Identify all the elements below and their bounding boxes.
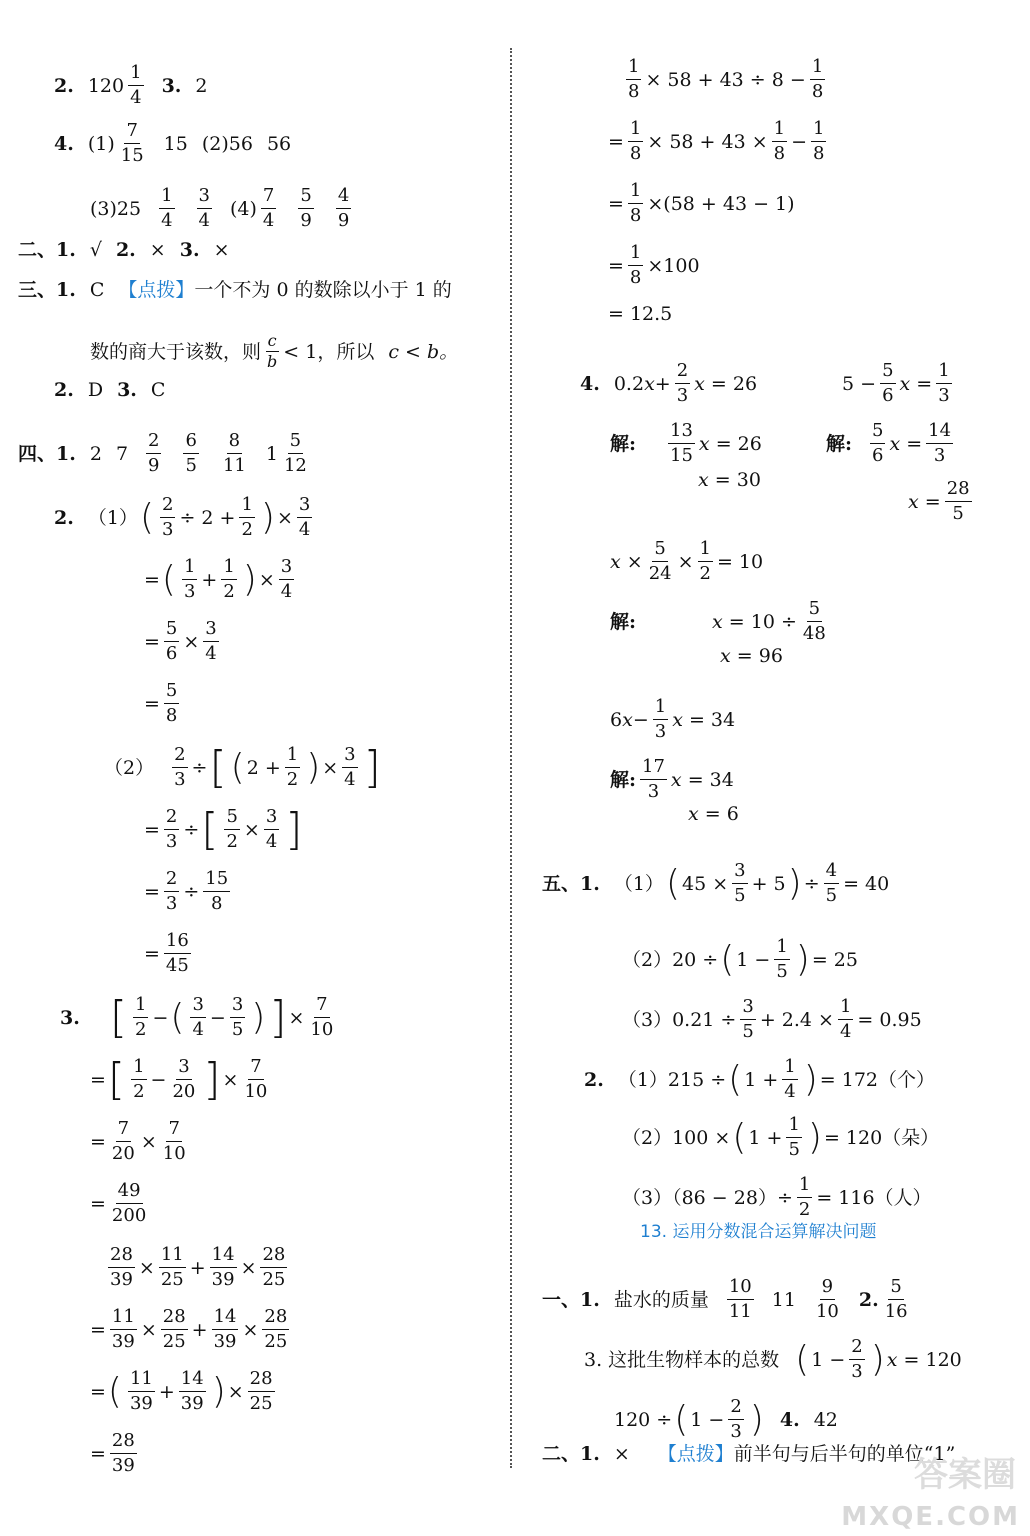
fraction: $\frac{6}{5}$	[185, 430, 197, 476]
fraction: $\frac{1}{4}$	[161, 185, 173, 231]
fraction: $\frac{1}{2}$	[133, 1056, 145, 1102]
item-number: 4.	[580, 372, 600, 395]
expression: × 58 + 43 ×	[647, 130, 768, 153]
expression: （2）20 ÷	[622, 948, 719, 971]
q2-part2-step3	[144, 930, 195, 977]
fraction: $\frac{1}{4}$	[784, 1056, 796, 1102]
expression: + 2.4 ×	[759, 1008, 834, 1031]
fraction: $\frac{28}{39}$	[111, 1430, 135, 1476]
q3: 3. [ $\frac{1}{2}$ − ( $\frac{3}{4}$ − $\frac{3}{5}$ ) ] × $\frac{7}{10}$	[60, 991, 334, 1043]
fraction: $\frac{1}{3}$	[938, 360, 950, 406]
tip-text: 一个不为 0 的数除以小于 1 的	[194, 279, 452, 301]
r-calc-line3	[608, 180, 795, 227]
section-number: 三、1.	[18, 279, 76, 301]
variable: x	[622, 708, 633, 731]
operator: ÷	[803, 872, 820, 895]
operator: ×	[138, 1256, 155, 1279]
section-five-1-2: （2）20 ÷ ( 1 − $\frac{1}{5}$ ) = 25	[622, 936, 858, 982]
fraction: $\frac{1}{8}$	[628, 56, 640, 102]
r-calc-line1	[622, 56, 829, 103]
fraction: $\frac{28}{25}$	[249, 1368, 273, 1414]
fraction: $\frac{3}{4}$	[298, 494, 311, 540]
fraction: $\frac{1}{3}$	[654, 696, 667, 742]
fraction: $\frac{5}{9}$	[300, 185, 312, 231]
equals: =	[90, 1318, 106, 1341]
cross-mark: ×	[149, 239, 166, 261]
equals: =	[144, 880, 160, 903]
fraction: $\frac{28}{25}$	[262, 1244, 286, 1290]
part-label: （1）	[87, 506, 138, 529]
fraction: $\frac{2}{3}$	[161, 494, 174, 540]
equation-2	[842, 360, 956, 407]
q3-step3	[90, 1180, 152, 1227]
expression: = 10	[716, 550, 764, 573]
item-number: 2.	[115, 239, 136, 261]
part-label: (3)25	[90, 197, 142, 220]
fraction: $\frac{1}{2}$	[699, 538, 711, 584]
variable: x	[886, 1348, 898, 1371]
equals: =	[144, 630, 160, 653]
fraction: $\frac{2}{3}$	[676, 360, 689, 406]
equals: =	[144, 818, 160, 841]
fraction: $\frac{1}{2}$	[286, 744, 299, 790]
fraction: $\frac{2}{3}$	[851, 1336, 863, 1382]
expression: = 30	[714, 469, 761, 491]
equation-1-solve	[610, 420, 762, 467]
operator: +	[191, 1318, 208, 1341]
fraction: $\frac{8}{11}$	[222, 430, 246, 476]
answer-value: 15	[163, 132, 188, 155]
variable: x	[688, 803, 699, 825]
q3-step1: = [ $\frac{1}{2}$ − $\frac{3}{20}$ ] × $\frac{7}{10}$	[90, 1053, 268, 1105]
operator: ×	[227, 1380, 244, 1403]
section-number: 一、1.	[542, 1288, 600, 1311]
section-five-2-2: （2）100 × ( 1 + $\frac{1}{5}$ ) = 120（朵）	[622, 1114, 940, 1160]
equation-3	[610, 538, 763, 585]
operator: +	[201, 568, 218, 591]
section-three-cont	[90, 332, 458, 371]
cross-mark: ×	[213, 239, 230, 261]
operator: ×	[258, 568, 275, 591]
expression: 1 −	[811, 1348, 846, 1371]
section-four	[18, 430, 313, 477]
variable: x	[698, 469, 709, 491]
fraction: $\frac{13}{15}$	[670, 420, 693, 466]
q2-step1: = ( $\frac{1}{3}$ + $\frac{1}{2}$ ) × $\frac{3}{4}$	[144, 556, 293, 602]
expression: （1）215 ÷	[617, 1068, 727, 1091]
fraction: $\frac{5}{6}$	[882, 360, 894, 406]
operator: −	[152, 1006, 169, 1029]
operator: ×	[183, 630, 200, 653]
answer-value: 1	[265, 442, 278, 465]
lesson-13-line4	[542, 1442, 955, 1466]
q2-part2-step2	[144, 868, 234, 915]
equals: =	[90, 1442, 106, 1465]
variable: x	[694, 372, 705, 395]
expression: ×100	[647, 254, 700, 277]
fraction: $\frac{1}{8}$	[629, 242, 642, 288]
r-calc-line4	[608, 242, 700, 289]
q4	[104, 1244, 291, 1291]
fraction: $\frac{3}{20}$	[172, 1056, 196, 1102]
fraction: $\frac{2}{3}$	[165, 868, 178, 914]
expression: = 34	[687, 768, 734, 791]
fraction: $\frac{1}{4}$	[130, 62, 142, 108]
section-three	[18, 278, 452, 302]
operator: ×	[626, 550, 643, 573]
expression: 1 +	[744, 1068, 779, 1091]
fraction: $\frac{3}{4}$	[344, 744, 356, 790]
fraction: $\frac{15}{8}$	[205, 868, 229, 914]
fraction: $\frac{3}{4}$	[198, 185, 210, 231]
item-number: 3.	[60, 1006, 80, 1029]
equation-2-solve	[826, 420, 957, 467]
expression: （3）0.21 ÷	[622, 1008, 737, 1031]
fraction: $\frac{14}{39}$	[211, 1244, 235, 1290]
r-calc-line5	[608, 302, 672, 326]
operator: +	[158, 1380, 175, 1403]
equation-4-solve	[610, 756, 734, 803]
equation-2-result	[908, 478, 976, 525]
operator: ×	[240, 1256, 257, 1279]
variable: x	[610, 550, 621, 573]
variable: x	[908, 490, 919, 513]
lesson-13-line2: 3. 这批生物样本的总数 ( 1 − $\frac{2}{3}$ ) x = 120	[584, 1336, 962, 1382]
fraction: $\frac{2}{3}$	[165, 806, 178, 852]
fraction: $\frac{16}{45}$	[165, 930, 189, 976]
q2-step3	[144, 680, 183, 727]
fraction: $\frac{5}{48}$	[802, 598, 826, 644]
section-number: 四、1.	[18, 442, 76, 465]
fraction: $\frac{1}{2}$	[135, 994, 147, 1040]
fraction: $\frac{7}{4}$	[262, 185, 275, 231]
expression: = 172（个）	[819, 1068, 936, 1091]
expression: = 120（朵）	[823, 1126, 940, 1149]
fraction: $\frac{2}{3}$	[174, 744, 186, 790]
expression: = 10 ÷	[728, 610, 797, 633]
answer-value: C	[150, 379, 166, 401]
expression: = 12.5	[608, 303, 673, 325]
expression: = 25	[811, 948, 858, 971]
fraction: $\frac{28}{25}$	[162, 1306, 186, 1352]
expression: = 26	[710, 372, 758, 395]
equation-3-solve	[610, 598, 832, 645]
lesson-13-line1	[542, 1276, 914, 1323]
equation-4-result	[688, 802, 739, 826]
equals: =	[608, 192, 624, 215]
operator: ÷	[183, 880, 200, 903]
fraction: $\frac{5}{12}$	[283, 430, 307, 476]
expression: 5 −	[842, 372, 877, 395]
fraction: $\frac{3}{5}$	[231, 994, 244, 1040]
part-label: （1）	[613, 872, 664, 895]
expression: = 6	[704, 803, 739, 825]
equals: =	[608, 254, 624, 277]
variable: x	[698, 432, 710, 455]
item-number: 4.	[54, 132, 74, 155]
item-number: 3.	[161, 74, 182, 97]
fraction: $\frac{c}{b}$	[267, 331, 278, 371]
section-five-1: 五、1. （1） ( 45 × $\frac{3}{5}$ + 5 ) ÷ $\frac{4}{5}$ = 40	[542, 860, 890, 906]
solution-label: 解:	[826, 432, 853, 455]
equals: =	[90, 1068, 106, 1091]
part-label: (4)	[230, 197, 257, 220]
item-number: 3.	[179, 239, 200, 261]
operator: −	[632, 708, 649, 731]
fraction: $\frac{5}{6}$	[165, 618, 178, 664]
q4-step2: = ( $\frac{11}{39}$ + $\frac{14}{39}$ ) × $\frac{28}{25}$	[90, 1368, 273, 1414]
fraction: $\frac{1}{2}$	[798, 1174, 811, 1220]
fraction: $\frac{5}{6}$	[872, 420, 884, 466]
operator: ×	[242, 1318, 259, 1341]
fraction: $\frac{7}{10}$	[244, 1056, 268, 1102]
fraction: $\frac{2}{9}$	[148, 430, 160, 476]
q2-part2: （2） $\frac{2}{3}$ ÷ [ ( 2 + $\frac{1}{2}$ ) × $\frac{3}{4}$ ]	[104, 741, 381, 793]
item-number: 2.	[54, 379, 74, 401]
fraction: $\frac{11}{39}$	[111, 1306, 135, 1352]
watermark-logo: 答案圈	[914, 1455, 1016, 1495]
expression: = 34	[688, 708, 736, 731]
expression: 1 +	[748, 1126, 783, 1149]
fraction: $\frac{5}{2}$	[226, 806, 238, 852]
part-label: （2）	[104, 756, 155, 779]
fraction: $\frac{1}{8}$	[629, 180, 642, 226]
equation-4	[610, 696, 735, 743]
answer-text: 3. 这批生物样本的总数	[584, 1348, 780, 1371]
lesson-13-line3: 120 ÷ ( 1 − $\frac{2}{3}$ ) 4. 42	[614, 1396, 838, 1442]
expression: 120 ÷	[614, 1408, 673, 1431]
fraction: $\frac{3}{4}$	[205, 618, 217, 664]
expression: 45 ×	[681, 872, 729, 895]
solution-label: 解:	[610, 610, 637, 633]
tip-label: 【点拨】	[118, 279, 195, 301]
fraction: $\frac{1}{2}$	[241, 494, 253, 540]
fraction: $\frac{1}{5}$	[776, 936, 788, 982]
operator: =	[924, 490, 941, 513]
section-number: 五、1.	[542, 872, 600, 895]
fraction: $\frac{9}{10}$	[815, 1276, 839, 1322]
r-calc-line2	[608, 118, 830, 165]
fraction: $\frac{14}{3}$	[928, 420, 952, 466]
operator: ×	[677, 550, 694, 573]
fraction: $\frac{17}{3}$	[642, 756, 665, 802]
operator: −	[209, 1006, 226, 1029]
section-number: 二、1.	[18, 239, 76, 261]
variable: x	[899, 372, 911, 395]
operator: 2 +	[246, 756, 281, 779]
equals: =	[90, 1380, 106, 1403]
fraction: $\frac{4}{5}$	[825, 860, 838, 906]
section-five-2-3	[622, 1174, 932, 1221]
fraction: $\frac{1}{8}$	[813, 118, 825, 164]
section-three-items	[54, 378, 165, 402]
item-number: 2.	[584, 1068, 604, 1091]
section-five-1-3	[622, 996, 922, 1043]
equation-3-result	[720, 644, 783, 668]
operator: −	[791, 130, 808, 153]
fraction: $\frac{4}{9}$	[337, 185, 350, 231]
coefficient: 6	[610, 708, 623, 731]
expression: = 0.95	[857, 1008, 922, 1031]
tip-text: c < b。	[388, 340, 459, 363]
answer-value: 7	[115, 442, 129, 465]
expression: 1 −	[736, 948, 771, 971]
fraction: $\frac{5}{24}$	[648, 538, 672, 584]
fraction: $\frac{11}{39}$	[129, 1368, 153, 1414]
q4-step3	[90, 1430, 141, 1477]
expression: + 5	[751, 872, 786, 895]
equation-1	[580, 360, 757, 407]
left-line-2	[54, 120, 291, 167]
fraction: $\frac{14}{39}$	[180, 1368, 204, 1414]
answer-value: 2	[89, 442, 102, 465]
answer-value: 11	[771, 1288, 796, 1311]
fraction: $\frac{49}{200}$	[111, 1180, 147, 1226]
operator: +	[654, 372, 671, 395]
fraction: $\frac{7}{20}$	[111, 1118, 135, 1164]
part-label: (1)	[87, 132, 115, 155]
operator: ×	[288, 1006, 305, 1029]
fraction: $\frac{3}{5}$	[742, 996, 754, 1042]
operator: =	[916, 372, 933, 395]
left-line-3	[90, 185, 355, 232]
variable: x	[672, 708, 683, 731]
fraction: $\frac{28}{39}$	[110, 1244, 133, 1290]
operator: ×	[140, 1130, 157, 1153]
answer-value: 120	[87, 74, 125, 97]
fraction: $\frac{1}{5}$	[788, 1114, 800, 1160]
answer-text: 盐水的质量	[613, 1288, 709, 1311]
solution-label: 解:	[610, 432, 637, 455]
operator: ×	[276, 506, 293, 529]
fraction: $\frac{5}{8}$	[165, 680, 178, 726]
check-mark: √	[89, 239, 102, 261]
expression: = 26	[715, 432, 762, 455]
answer-value: C	[89, 279, 105, 301]
expression: = 120	[903, 1348, 962, 1371]
equation-1-result	[698, 468, 761, 492]
fraction: $\frac{3}{4}$	[192, 994, 204, 1040]
fraction: $\frac{3}{4}$	[280, 556, 293, 602]
expression: ×(58 + 43 − 1)	[647, 192, 795, 215]
operator: ÷	[191, 756, 208, 779]
variable: x	[670, 768, 682, 791]
equals: =	[144, 692, 160, 715]
equals: =	[144, 568, 160, 591]
operator: ×	[140, 1318, 157, 1341]
q2-step2	[144, 618, 223, 665]
fraction: $\frac{11}{25}$	[160, 1244, 184, 1290]
solution-label: 解:	[610, 768, 637, 791]
fraction: $\frac{7}{10}$	[162, 1118, 186, 1164]
section-two	[18, 238, 229, 262]
answer-value: 56	[266, 132, 292, 155]
tip-text: 数的商大于该数，则	[90, 340, 262, 363]
variable: x	[712, 610, 723, 633]
item-number: 2.	[54, 74, 74, 97]
variable: x	[889, 432, 901, 455]
expression: （2）100 ×	[622, 1126, 731, 1149]
expression: 1 −	[690, 1408, 725, 1431]
item-number: 3.	[117, 379, 137, 401]
equals: =	[144, 942, 160, 965]
operator: ÷	[183, 818, 200, 841]
lesson-title: 13. 运用分数混合运算解决问题	[640, 1222, 877, 1242]
cross-mark: ×	[613, 1443, 630, 1465]
q4-step1	[90, 1306, 293, 1353]
operator: ×	[322, 756, 339, 779]
fraction: $\frac{1}{8}$	[773, 118, 786, 164]
variable: x	[644, 372, 655, 395]
expression: = 116（人）	[816, 1186, 932, 1209]
operator: ×	[222, 1068, 239, 1091]
equals: =	[608, 130, 624, 153]
q3-step2	[90, 1118, 192, 1165]
tip-label: 【点拨】	[657, 1443, 734, 1465]
fraction: $\frac{7}{10}$	[310, 994, 334, 1040]
fraction: $\frac{28}{25}$	[264, 1306, 288, 1352]
fraction: $\frac{7}{15}$	[120, 120, 144, 166]
operator: =	[906, 432, 923, 455]
fraction: $\frac{14}{39}$	[213, 1306, 237, 1352]
part-label: (2)56	[201, 132, 253, 155]
item-number: 2.	[54, 506, 74, 529]
item-number: 4.	[779, 1408, 800, 1431]
q2-part2-step1: = $\frac{2}{3}$ ÷ [ $\frac{5}{2}$ × $\frac{3}{4}$ ]	[144, 803, 303, 855]
tip-text: < 1，所以	[283, 340, 375, 363]
fraction: $\frac{1}{4}$	[839, 996, 852, 1042]
item-number: 2.	[858, 1288, 879, 1311]
section-five-2-1: 2. （1）215 ÷ ( 1 + $\frac{1}{4}$ ) = 172（个）	[584, 1056, 936, 1102]
answer-value: 2	[195, 74, 208, 97]
operator: +	[189, 1256, 206, 1279]
answer-value: 42	[813, 1408, 838, 1431]
fraction: $\frac{5}{16}$	[884, 1276, 908, 1322]
fraction: $\frac{28}{5}$	[946, 478, 970, 524]
expression: = 96	[736, 645, 783, 667]
fraction: $\frac{2}{3}$	[730, 1396, 742, 1442]
variable: x	[720, 645, 731, 667]
expression: × 58 + 43 ÷ 8 −	[645, 68, 806, 91]
column-divider	[510, 48, 512, 1468]
q2-part1: 2. （1） ( $\frac{2}{3}$ ÷ 2 + $\frac{1}{2}$ ) × $\frac{3}{4}$	[54, 494, 311, 540]
fraction: $\frac{1}{3}$	[183, 556, 196, 602]
expression: = 40	[843, 872, 890, 895]
watermark-site: MXQE.COM	[841, 1502, 1020, 1532]
equals: =	[90, 1192, 106, 1215]
operator: ÷ 2 +	[179, 506, 236, 529]
fraction: $\frac{3}{4}$	[265, 806, 278, 852]
expression: （3）（86 − 28）÷	[622, 1186, 793, 1209]
operator: ×	[243, 818, 260, 841]
section-number: 二、1.	[542, 1443, 600, 1465]
answer-value: D	[87, 379, 104, 401]
operator: −	[150, 1068, 167, 1091]
fraction: $\frac{1}{2}$	[223, 556, 235, 602]
fraction: $\frac{3}{5}$	[734, 860, 746, 906]
section-title-13	[640, 1220, 876, 1244]
fraction: $\frac{1}{8}$	[629, 118, 642, 164]
equals: =	[90, 1130, 106, 1153]
tip-text: 前半句与后半句的单位“1”	[733, 1443, 956, 1465]
coefficient: 0.2	[613, 372, 645, 395]
fraction: $\frac{1}{8}$	[811, 56, 824, 102]
fraction: $\frac{10}{11}$	[728, 1276, 752, 1322]
left-line-1	[54, 62, 208, 109]
